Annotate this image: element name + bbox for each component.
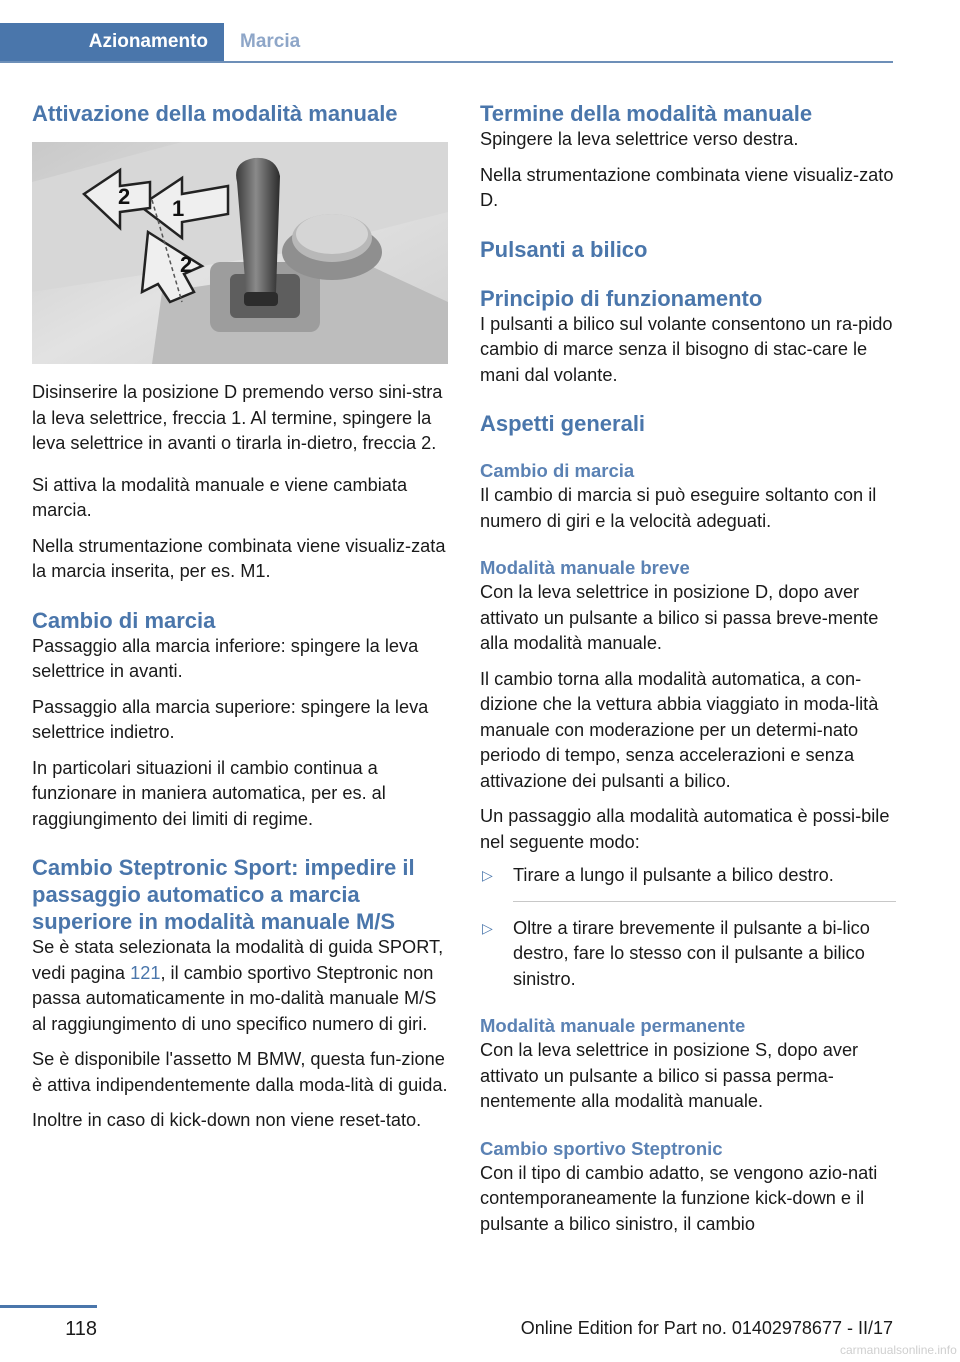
paragraph: Si attiva la modalità manuale e viene cambiata marcia. (32, 474, 408, 520)
paragraph: Con la leva selettrice in posizione S, dopo aver attivato un pulsante a bilico si passa perma-nentemente alla modalità manuale. (480, 1040, 859, 1111)
heading-termine: Termine della modalità manuale (480, 101, 813, 126)
heading-steptronic-sport: Cambio Steptronic Sport: impedire il passaggio automatico a marcia superiore in modalità manuale M/S (32, 855, 415, 934)
heading-attivazione: Attivazione della modalità manuale (32, 101, 398, 126)
gear-selector-drawing (32, 142, 448, 364)
figure-arrow-label: 2 (180, 252, 193, 277)
paragraph: Un passaggio alla modalità automatica è possi-bile nel seguente modo: (480, 806, 890, 852)
paragraph: Con il tipo di cambio adatto, se vengono azio-nati contemporaneamente la funzione kick-down e il pulsante a bilico sinistro, il cambio (480, 1162, 878, 1234)
list-item (480, 916, 896, 993)
page-reference-link[interactable]: 121 (130, 962, 161, 983)
watermark: carmanualsonline.info (840, 1343, 957, 1357)
subheading-cambio-di-marcia: Cambio di marcia (480, 460, 635, 481)
gear-selector-illustration (32, 142, 448, 364)
paragraph: I pulsanti a bilico sul volante consentono un ra-pido cambio di marce senza il bisogno di stac-care le mani dal volante. (480, 313, 893, 385)
heading-cambio-di-marcia: Cambio di marcia (32, 607, 216, 633)
triangle-bullet-icon: ▷ (482, 919, 493, 936)
left-column (32, 100, 448, 1134)
list-item (480, 863, 896, 902)
paragraph: Passaggio alla marcia superiore: spingere la leva selettrice indietro. (32, 696, 429, 742)
heading-aspetti-generali: Aspetti generali (480, 411, 646, 436)
figure-arrow-label: 1 (172, 196, 185, 221)
paragraph: In particolari situazioni il cambio continua a funzionare in maniera automatica, per es. al raggiungimento dei limiti di regime. (32, 757, 386, 829)
header-tab-marcia[interactable]: Marcia (240, 31, 301, 52)
paragraph: Il cambio di marcia si può eseguire soltanto con il numero di giri e la velocità adeguati. (480, 485, 877, 531)
subheading-modalita-permanente: Modalità manuale permanente (480, 1015, 746, 1036)
heading-pulsanti-a-bilico: Pulsanti a bilico (480, 236, 648, 262)
page-number: 118 (65, 1318, 97, 1340)
bullet-list (480, 863, 896, 992)
paragraph: Spingere la leva selettrice verso destra. (480, 129, 799, 149)
page-header (0, 23, 893, 61)
subheading-cambio-sportivo: Cambio sportivo Steptronic (480, 1137, 723, 1159)
paragraph: Disinserire la posizione D premendo verso sini-stra la leva selettrice, freccia 1. Al termine, spingere la leva selettrice in avanti o tirarla in-dietro, freccia 2. (32, 382, 443, 453)
paragraph (32, 935, 448, 1037)
header-tab-azionamento[interactable]: Azionamento (0, 23, 224, 61)
paragraph: Inoltre in caso di kick-down non viene reset-tato. (32, 1110, 422, 1130)
paragraph: Nella strumentazione combinata viene visualiz-zato D. (480, 164, 894, 210)
paragraph: Con la leva selettrice in posizione D, dopo aver attivato un pulsante a bilico si passa breve-mente alla modalità manuale. (480, 582, 879, 653)
list-item-text: Tirare a lungo il pulsante a bilico destro. (513, 865, 834, 885)
footer-rule (0, 1305, 97, 1308)
triangle-bullet-icon: ▷ (482, 867, 493, 883)
heading-principio: Principio di funzionamento (480, 285, 763, 311)
paragraph: Se è disponibile l'assetto M BMW, questa fun-zione è attiva indipendentemente dalla moda-lità di guida. (32, 1049, 448, 1095)
list-item-text: Oltre a tirare brevemente il pulsante a bi-lico destro, fare lo stesso con il pulsante a bilico sinistro. (513, 917, 870, 989)
edition-note: Online Edition for Part no. 01402978677 - II/17 (520, 1318, 893, 1338)
text-run: , il cambio sportivo Steptronic non passa automaticamente in mo-dalità manuale M/S al raggiungimento di uno specifico numero di giri. (32, 962, 437, 1034)
figure-arrow-label: 2 (118, 184, 131, 209)
list-separator (513, 901, 896, 902)
paragraph: Passaggio alla marcia inferiore: spingere la leva selettrice in avanti. (32, 635, 419, 681)
paragraph: Nella strumentazione combinata viene visualiz-zata la marcia inserita, per es. M1. (32, 535, 446, 581)
header-rule (0, 61, 893, 63)
subheading-modalita-breve: Modalità manuale breve (480, 557, 690, 578)
paragraph: Il cambio torna alla modalità automatica, a con-dizione che la vettura abbia viaggiato in moda-lità manuale con moderazione per un determi-nato periodo di tempo, senza accelerazioni e senza attivazione dei pulsanti a bilico. (480, 668, 879, 791)
right-column (480, 100, 896, 1237)
text-run: Se è stata selezionata la modalità di guida SPORT, vedi pagina (32, 937, 444, 983)
